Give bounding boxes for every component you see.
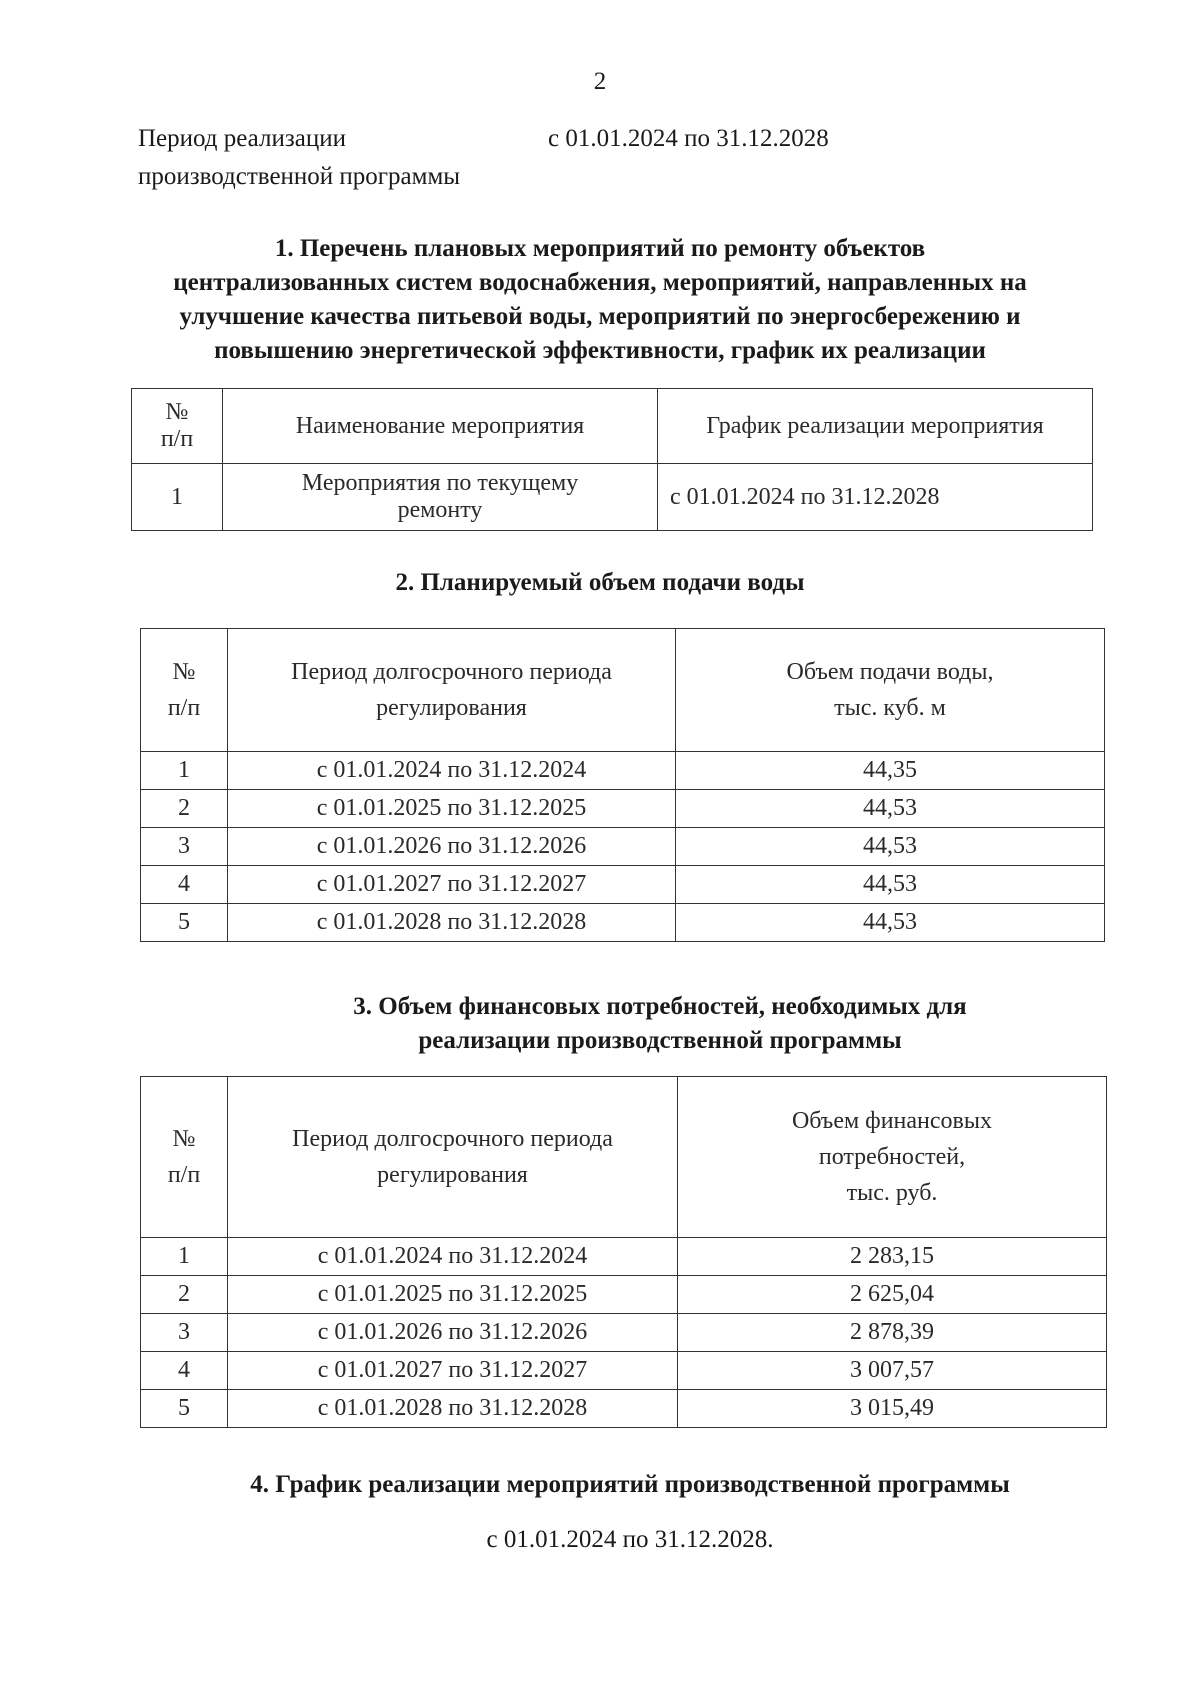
- cell-period: с 01.01.2025 по 31.12.2025: [228, 790, 676, 828]
- table-header-row: [141, 1077, 1107, 1238]
- header-num: [132, 389, 223, 464]
- program-period-value: с 01.01.2024 по 31.12.2028: [548, 125, 829, 152]
- cell-period: с 01.01.2025 по 31.12.2025: [228, 1276, 678, 1314]
- table-row: [141, 790, 1105, 828]
- cell-water-volume: 44,53: [676, 790, 1105, 828]
- table-row: [141, 1390, 1107, 1428]
- section1-title: [0, 232, 1200, 368]
- section1-title-line2: централизованных систем водоснабжения, мероприятий, направленных на: [173, 269, 1027, 296]
- cell-num: 1: [132, 464, 223, 531]
- header-financial-needs: [678, 1077, 1107, 1238]
- header-financial-needs-line2: потребностей,: [818, 1144, 966, 1170]
- cell-measure-name: [223, 464, 658, 531]
- header-water-volume-line2: тыс. куб. м: [834, 695, 946, 721]
- cell-measure-name-line1: Мероприятия по текущему: [301, 470, 579, 496]
- header-water-volume: [676, 629, 1105, 752]
- cell-num: 2: [141, 1276, 228, 1314]
- cell-num: 5: [141, 904, 228, 942]
- cell-num: 3: [141, 828, 228, 866]
- table-row: [141, 828, 1105, 866]
- section1-title-line4: повышению энергетической эффективности, график их реализации: [214, 337, 986, 364]
- header-num: [141, 629, 228, 752]
- table-row: [132, 464, 1093, 531]
- program-period-label: [138, 120, 538, 196]
- header-financial-needs-line1: Объем финансовых: [791, 1108, 993, 1134]
- page-number: 2: [593, 68, 607, 95]
- table-row: [141, 904, 1105, 942]
- cell-period: с 01.01.2028 по 31.12.2028: [228, 1390, 678, 1428]
- cell-schedule: с 01.01.2024 по 31.12.2028: [658, 464, 1093, 531]
- header-period-line1: Период долгосрочного периода: [291, 659, 612, 685]
- header-period-line2: регулирования: [377, 1162, 528, 1188]
- header-num-line1: №: [172, 1126, 196, 1152]
- cell-num: 1: [141, 752, 228, 790]
- header-period: [228, 629, 676, 752]
- table-header-row: [141, 629, 1105, 752]
- cell-period: с 01.01.2027 по 31.12.2027: [228, 1352, 678, 1390]
- header-period-line1: Период долгосрочного периода: [292, 1126, 613, 1152]
- cell-financial-needs: 2 283,15: [678, 1238, 1107, 1276]
- cell-num: 2: [141, 790, 228, 828]
- cell-water-volume: 44,53: [676, 904, 1105, 942]
- cell-num: 4: [141, 866, 228, 904]
- cell-period: с 01.01.2028 по 31.12.2028: [228, 904, 676, 942]
- table-row: [141, 1352, 1107, 1390]
- cell-period: с 01.01.2024 по 31.12.2024: [228, 752, 676, 790]
- section1-title-line1: 1. Перечень плановых мероприятий по ремонту объектов: [274, 235, 926, 262]
- header-num-line2: п/п: [160, 426, 194, 452]
- header-schedule: График реализации мероприятия: [658, 389, 1093, 464]
- cell-water-volume: 44,53: [676, 828, 1105, 866]
- header-period: [228, 1077, 678, 1238]
- cell-period: с 01.01.2027 по 31.12.2027: [228, 866, 676, 904]
- section3-title-line1: 3. Объем финансовых потребностей, необходимых для: [353, 993, 967, 1020]
- cell-num: 4: [141, 1352, 228, 1390]
- program-period-label-line1: Период реализации: [138, 125, 346, 152]
- header-water-volume-line1: Объем подачи воды,: [786, 659, 994, 685]
- header-num-line2: п/п: [167, 695, 201, 721]
- table-row: [141, 1276, 1107, 1314]
- header-num-line2: п/п: [167, 1162, 201, 1188]
- cell-financial-needs: 2 878,39: [678, 1314, 1107, 1352]
- program-period-label-line2: производственной программы: [138, 163, 461, 190]
- section1-title-line3: улучшение качества питьевой воды, мероприятий по энергосбережению и: [179, 303, 1021, 330]
- cell-num: 5: [141, 1390, 228, 1428]
- header-num-line1: №: [172, 659, 196, 685]
- header-period-line2: регулирования: [376, 695, 527, 721]
- header-measure-name: Наименование мероприятия: [223, 389, 658, 464]
- cell-water-volume: 44,53: [676, 866, 1105, 904]
- cell-measure-name-line2: ремонту: [397, 497, 483, 523]
- cell-num: 1: [141, 1238, 228, 1276]
- section2-title: 2. Планируемый объем подачи воды: [395, 569, 805, 596]
- table-row: [141, 866, 1105, 904]
- cell-financial-needs: 3 007,57: [678, 1352, 1107, 1390]
- table-row: [141, 1238, 1107, 1276]
- cell-period: с 01.01.2024 по 31.12.2024: [228, 1238, 678, 1276]
- financial-needs-table: [140, 1076, 1107, 1428]
- cell-financial-needs: 2 625,04: [678, 1276, 1107, 1314]
- table-header-row: [132, 389, 1093, 464]
- table-row: [141, 752, 1105, 790]
- cell-water-volume: 44,35: [676, 752, 1105, 790]
- section4-title: 4. График реализации мероприятий производственной программы: [250, 1471, 1010, 1498]
- section3-title-line2: реализации производственной программы: [418, 1027, 902, 1054]
- cell-num: 3: [141, 1314, 228, 1352]
- cell-period: с 01.01.2026 по 31.12.2026: [228, 1314, 678, 1352]
- measures-table: [131, 388, 1093, 531]
- section3-title: [60, 990, 1200, 1058]
- header-num: [141, 1077, 228, 1238]
- header-num-line1: №: [165, 399, 189, 425]
- header-financial-needs-line3: тыс. руб.: [846, 1180, 938, 1206]
- cell-financial-needs: 3 015,49: [678, 1390, 1107, 1428]
- water-volume-table: [140, 628, 1105, 942]
- section4-period: с 01.01.2024 по 31.12.2028.: [486, 1526, 774, 1553]
- cell-period: с 01.01.2026 по 31.12.2026: [228, 828, 676, 866]
- table-row: [141, 1314, 1107, 1352]
